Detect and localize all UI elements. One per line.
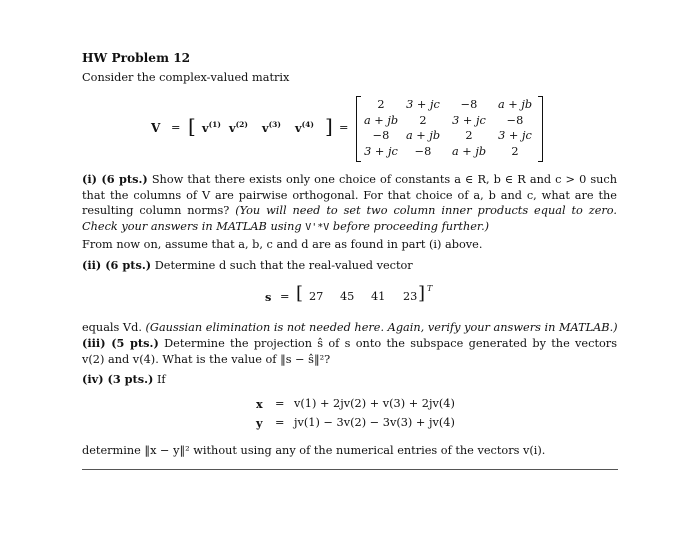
part-i-hint-end: before proceeding further.) [332,219,490,233]
vector-entry: 27 [309,290,324,303]
vector-bracket-left: [ [296,283,304,304]
problem-title: HW Problem 12 [82,51,191,65]
matrix-cell: 2 [377,98,385,111]
part-i-text: Show that there exists only one choice of constants a ∈ R, b ∈ R and c > 0 such that the columns of V are pairwise orthogonal. For that choice of a, b and c, what are the resulting column norms? [82,173,617,218]
part-i [82,172,617,235]
matrix-cell: 2 [419,114,427,127]
part-iii-text: Determine the projection ŝ of s onto the subspace generated by the vectors v(2) and v(4). What is the value of ‖s − ŝ‖²? [82,337,617,366]
part-iv-text: If [156,373,166,386]
column-v4: $v^{(4)}$ [295,120,314,135]
matrix-cell: 3 + jc [406,98,440,111]
matlab-code: V'*V [305,221,330,233]
part-i-label: (i) (6 pts.) [82,172,148,186]
matrix-cell: −8 [414,145,432,158]
part-iv-label: (iv) (3 pts.) [82,372,154,386]
matrix-bracket-right [538,96,543,162]
column-v3: $v^{(3)}$ [262,120,281,135]
matrix-cell: a + jb [363,114,399,127]
matrix-cell: a + jb [497,98,533,111]
equals-sign-3: = [280,290,290,303]
vector-bracket-right: ] [418,283,426,304]
bracket-right: ] [325,114,333,138]
vector-entry: 41 [371,290,386,303]
matrix-symbol: V [151,121,161,135]
part-ii-text: Determine d such that the real-valued vector [154,259,413,272]
vector-symbol: s [265,290,272,304]
matrix-cell: −8 [506,114,524,127]
matrix-cell: −8 [460,98,478,111]
bracket-left: [ [188,114,196,138]
matrix-cell: 3 + jc [364,145,398,158]
part-ii-note: (Gaussian elimination is not needed here. Again, verify your answers in MATLAB.) [145,321,618,334]
matrix-cell: 2 [465,129,473,142]
matrix-cell: a + jb [405,129,441,142]
equals-sign: = [171,121,181,134]
equals-sign-2: = [339,121,349,134]
vector-entry: 23 [403,290,418,303]
part-ii-after: equals Vd. [82,321,142,334]
part-i-hint: (You will need to set two column inner products equal to zero. Check your answers in MATLAB using [82,204,617,233]
matrix-cell: 3 + jc [498,129,532,142]
final-instruction: determine ‖x − y‖² without using any of the numerical entries of the vectors v(i). [82,444,546,457]
eq-y-lhs: y [256,416,263,430]
intro-text: Consider the complex-valued matrix [82,71,290,84]
vector-entry: 45 [340,290,355,303]
matrix-cell: 2 [511,145,519,158]
part-iii-label: (iii) (5 pts.) [82,336,159,350]
eq-y-rhs: jv(1) − 3v(2) − 3v(3) + jv(4) [294,416,455,429]
bottom-rule [82,469,618,470]
matrix-cell: −8 [372,129,390,142]
eq-x-lhs: x [256,397,263,411]
part-iv [82,372,166,386]
part-iii [82,336,617,367]
eq-x-rhs: v(1) + 2jv(2) + v(3) + 2jv(4) [294,397,455,410]
part-ii-label: (ii) (6 pts.) [82,258,152,272]
transpose-superscript: T [427,284,433,293]
eq-x-equals: = [275,397,285,410]
matrix-cell: 3 + jc [452,114,486,127]
part-ii [82,258,413,272]
column-v1: $v^{(1)}$ [202,120,221,135]
eq-y-equals: = [275,416,285,429]
matrix-cell: a + jb [451,145,487,158]
column-v2: $v^{(2)}$ [229,120,248,135]
part-ii-conclusion [82,321,618,334]
assumption-text: From now on, assume that a, b, c and d are as found in part (i) above. [82,238,483,251]
